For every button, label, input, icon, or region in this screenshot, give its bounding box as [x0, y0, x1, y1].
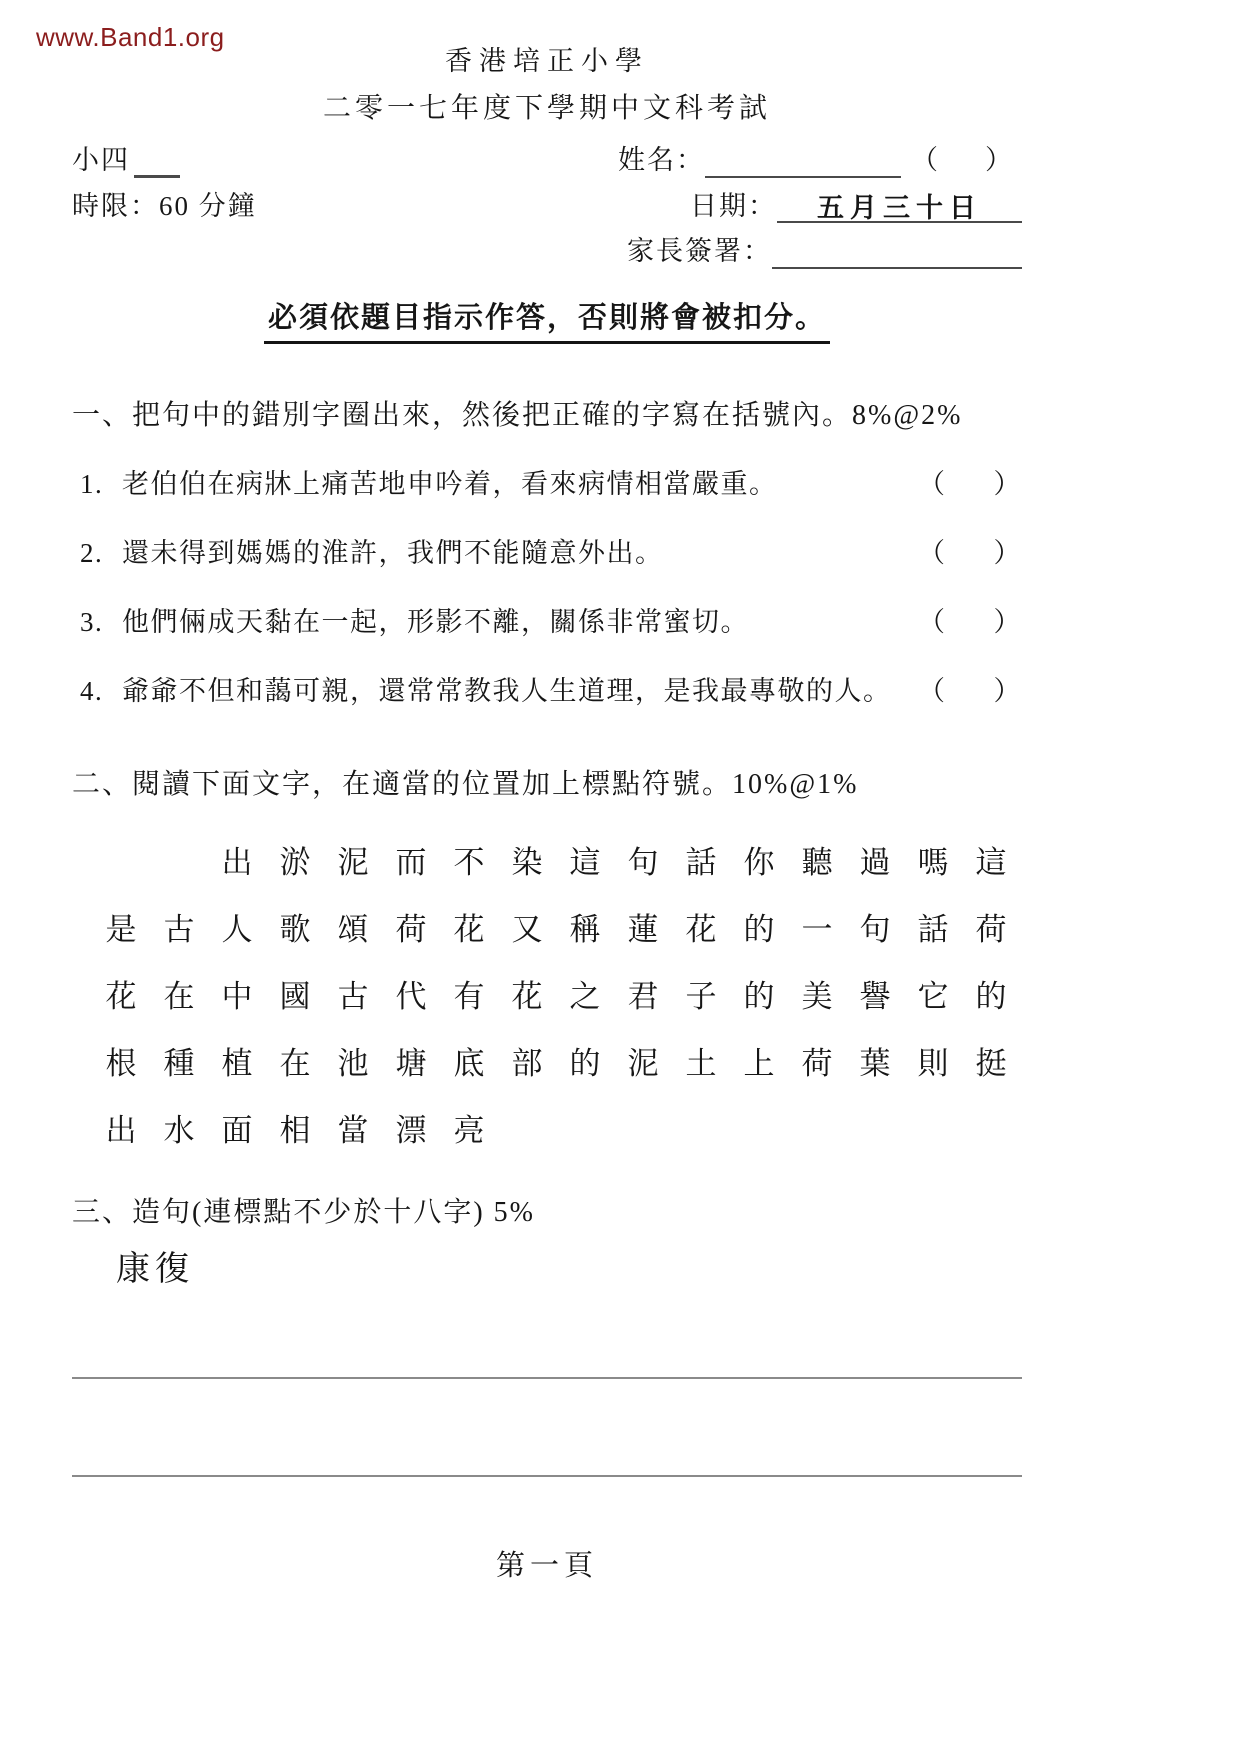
grid-char: 種 — [163, 1046, 195, 1082]
punctuation-grid — [92, 826, 1020, 1161]
date-field-line — [552, 190, 1022, 224]
sentence-prompt-word: 康復 — [116, 1251, 194, 1289]
grid-char: 葉 — [859, 1046, 891, 1082]
grid-char: 頌 — [337, 912, 369, 948]
punctuation-grid-row — [92, 893, 1020, 960]
answer-bracket-open: （ — [918, 469, 947, 499]
name-label: 姓名： — [618, 144, 705, 175]
grid-char: 泥 — [337, 845, 369, 881]
question-text: 老伯伯在病牀上痛苦地申吟着，看來病情相當嚴重。 — [122, 469, 778, 499]
date-label: 日期： — [690, 190, 777, 221]
grid-char: 不 — [453, 845, 485, 881]
header-right-block — [552, 144, 1022, 269]
parent-signature-line — [552, 235, 1022, 269]
question-text: 他們倆成天黏在一起，形影不離，關係非常蜜切。 — [122, 607, 749, 638]
date-blank-line — [777, 192, 1022, 224]
grid-char: 淤 — [279, 845, 311, 881]
page-content — [72, 0, 1022, 1584]
grid-char: 水 — [163, 1113, 195, 1149]
grid-char: 花 — [685, 912, 717, 948]
answer-bracket-close: ） — [993, 607, 1022, 638]
grid-char: 話 — [685, 845, 717, 881]
grid-char: 之 — [569, 979, 601, 1015]
grid-char: 挺 — [975, 1046, 1007, 1082]
grid-char: 土 — [685, 1046, 717, 1082]
grid-char: 在 — [279, 1046, 311, 1082]
grid-char: 你 — [743, 845, 775, 881]
answer-bracket-close: ） — [993, 676, 1022, 707]
grid-char: 上 — [743, 1046, 775, 1082]
grid-char: 的 — [975, 979, 1007, 1015]
grid-char: 句 — [859, 912, 891, 948]
date-value: 五月三十日 — [817, 192, 982, 223]
question-number: 2. — [80, 538, 104, 569]
grid-char: 君 — [627, 979, 659, 1015]
grid-char: 花 — [105, 979, 137, 1015]
answer-brackets — [918, 605, 1022, 640]
answer-line-2 — [72, 1475, 1022, 1477]
exam-title: 二零一七年度下學期中文科考試 — [322, 92, 771, 124]
punctuation-grid-row — [92, 1027, 1020, 1094]
grid-char: 泥 — [627, 1046, 659, 1082]
grid-char: 它 — [917, 979, 949, 1015]
answer-brackets — [918, 674, 1022, 709]
punctuation-grid-row — [92, 960, 1020, 1027]
grid-char: 植 — [221, 1046, 253, 1082]
grid-char: 而 — [395, 845, 427, 881]
section-three-title: 三、造句(連標點不少於十八字) 5% — [72, 1197, 535, 1229]
grid-char: 則 — [917, 1046, 949, 1082]
grid-char: 聽 — [801, 845, 833, 881]
question-item-2 — [80, 536, 1022, 571]
answer-bracket-open: （ — [918, 538, 947, 569]
parent-signature-label: 家長簽署： — [627, 236, 772, 267]
page-number: 第一頁 — [495, 1550, 598, 1583]
grid-char: 又 — [511, 912, 543, 948]
header-left-block — [72, 144, 257, 269]
grid-char: 國 — [279, 979, 311, 1015]
grid-char: 亮 — [453, 1113, 485, 1149]
school-name: 香港培正小學 — [445, 46, 649, 76]
grid-char: 譽 — [859, 979, 891, 1015]
name-blank-line — [705, 146, 901, 178]
grid-char: 花 — [453, 912, 485, 948]
grid-char: 嗎 — [917, 845, 949, 881]
question-item-1 — [80, 467, 1022, 502]
grid-char: 代 — [395, 979, 427, 1015]
grid-char: 底 — [453, 1046, 485, 1082]
section-two-title: 二、閱讀下面文字，在適當的位置加上標點符號。10%@1% — [72, 769, 859, 801]
grid-char: 蓮 — [627, 912, 659, 948]
question-number: 3. — [80, 607, 104, 638]
grid-char: 是 — [105, 912, 137, 948]
question-text: 還未得到媽媽的淮許，我們不能隨意外出。 — [122, 538, 664, 569]
question-text: 爺爺不但和藹可親，還常常教我人生道理，是我最專敬的人。 — [122, 676, 892, 707]
question-item-3 — [80, 605, 1022, 640]
answer-bracket-open: （ — [918, 607, 947, 638]
grid-char: 花 — [511, 979, 543, 1015]
grid-char: 人 — [221, 912, 253, 948]
grid-char: 荷 — [395, 912, 427, 948]
grid-char: 句 — [627, 845, 659, 881]
grid-char: 染 — [511, 845, 543, 881]
section-one-title: 一、把句中的錯別字圈出來，然後把正確的字寫在括號內。8%@2% — [72, 400, 963, 431]
grid-char: 塘 — [395, 1046, 427, 1082]
punctuation-grid-row — [92, 826, 1020, 893]
grid-char: 的 — [569, 1046, 601, 1082]
parent-signature-blank-line — [772, 237, 1022, 269]
name-field-line — [552, 144, 1022, 178]
grid-char: 部 — [511, 1046, 543, 1082]
grid-char: 荷 — [975, 912, 1007, 948]
grid-char: 相 — [279, 1113, 311, 1149]
grid-char: 美 — [801, 979, 833, 1015]
grid-char: 在 — [163, 979, 195, 1015]
grid-char: 子 — [685, 979, 717, 1015]
name-score-brackets: （ ） — [911, 144, 1022, 175]
instruction-text: 必須依題目指示作答，否則將會被扣分。 — [264, 295, 830, 344]
question-number: 4. — [80, 676, 104, 707]
grid-char: 中 — [221, 979, 253, 1015]
grid-char: 當 — [337, 1113, 369, 1149]
grid-char: 面 — [221, 1113, 253, 1149]
grid-char: 池 — [337, 1046, 369, 1082]
question-item-4 — [80, 674, 1022, 709]
class-label: 小四 — [72, 144, 130, 175]
class-blank-line — [134, 145, 180, 178]
grid-char: 稱 — [569, 912, 601, 948]
answer-brackets — [918, 536, 1022, 571]
grid-char: 這 — [975, 845, 1007, 881]
grid-char: 根 — [105, 1046, 137, 1082]
instruction-banner — [72, 295, 1022, 344]
grid-char: 荷 — [801, 1046, 833, 1082]
question-number: 1. — [80, 469, 104, 499]
answer-bracket-close: ） — [993, 469, 1022, 499]
grid-char: 一 — [801, 912, 833, 948]
answer-bracket-close: ） — [993, 538, 1022, 569]
grid-char: 漂 — [395, 1113, 427, 1149]
class-line — [72, 144, 257, 178]
grid-char: 的 — [743, 912, 775, 948]
grid-char: 這 — [569, 845, 601, 881]
grid-char: 古 — [163, 912, 195, 948]
answer-brackets — [918, 467, 1022, 502]
grid-char: 話 — [917, 912, 949, 948]
grid-char: 歌 — [279, 912, 311, 948]
exam-header — [72, 144, 1022, 269]
punctuation-grid-row — [92, 1094, 1020, 1161]
grid-char: 出 — [105, 1113, 137, 1149]
answer-line-1 — [72, 1377, 1022, 1379]
grid-char: 過 — [859, 845, 891, 881]
grid-char: 的 — [743, 979, 775, 1015]
answer-bracket-open: （ — [918, 676, 947, 707]
grid-char: 古 — [337, 979, 369, 1015]
time-limit-label: 時限：60 分鐘 — [72, 190, 257, 221]
grid-char: 出 — [221, 845, 253, 881]
grid-char: 有 — [453, 979, 485, 1015]
watermark-text: www.Band1.org — [36, 22, 225, 52]
